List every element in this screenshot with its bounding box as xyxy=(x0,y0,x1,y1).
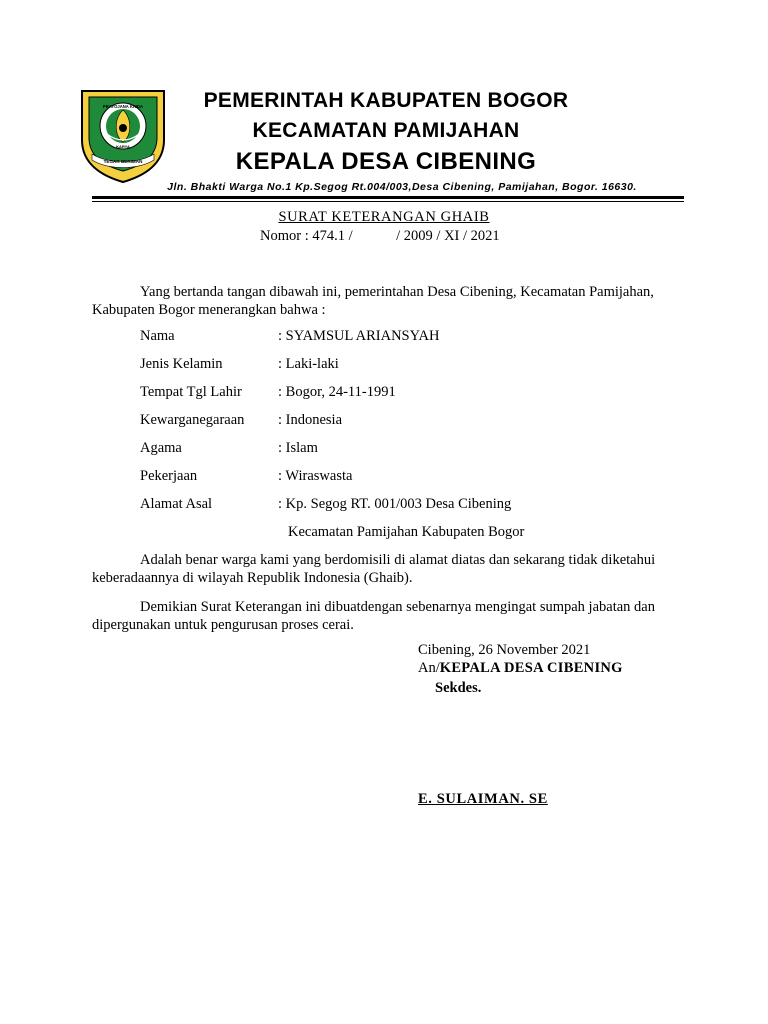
address-continuation: Kecamatan Pamijahan Kabupaten Bogor xyxy=(288,524,525,540)
field-value: : Islam xyxy=(278,440,318,456)
signature-on-behalf xyxy=(418,660,623,677)
on-behalf-title: KEPALA DESA CIBENING xyxy=(439,660,623,676)
field-value: : Kp. Segog RT. 001/003 Desa Cibening xyxy=(278,496,512,512)
field-label: Jenis Kelamin xyxy=(140,356,223,372)
closing-paragraph: Demikian Surat Keterangan ini dibuatdengan sebenarnya mengingat sumpah jabatan dan dipergunakan untuk pengurusan proses cerai. xyxy=(92,599,655,633)
letter-number: Nomor : 474.1 / / 2009 / XI / 2021 xyxy=(260,228,500,244)
letter-title: SURAT KETERANGAN GHAIB xyxy=(278,209,490,225)
letterhead-divider-thick xyxy=(92,196,684,199)
intro-paragraph: Yang bertanda tangan dibawah ini, pemerintahan Desa Cibening, Kecamatan Pamijahan, Kabupaten Bogor menerangkan bahwa : xyxy=(92,284,654,318)
letterhead-address: Jln. Bhakti Warga No.1 Kp.Segog Rt.004/003,Desa Cibening, Pamijahan, Bogor. 16630. xyxy=(167,181,637,193)
field-label: Alamat Asal xyxy=(140,496,213,512)
signature-place-date: Cibening, 26 November 2021 xyxy=(418,642,591,658)
field-value: : Laki-laki xyxy=(278,356,339,372)
svg-text:PRAYOJANA KRIDA: PRAYOJANA KRIDA xyxy=(102,104,144,109)
field-value: : Indonesia xyxy=(278,412,343,428)
field-label: Nama xyxy=(140,328,175,344)
field-value: : Wiraswasta xyxy=(278,468,353,484)
field-label: Tempat Tgl Lahir xyxy=(140,384,242,400)
signatory-name: E. SULAIMAN. SE xyxy=(418,791,548,807)
field-value: : Bogor, 24-11-1991 xyxy=(278,384,396,400)
svg-text:TEGAR BERIMAN: TEGAR BERIMAN xyxy=(103,159,143,164)
letterhead-divider-thin xyxy=(92,201,684,202)
letterhead-village-head: KEPALA DESA CIBENING xyxy=(235,148,537,175)
letterhead-government: PEMERINTAH KABUPATEN BOGOR xyxy=(203,89,569,112)
field-value: : SYAMSUL ARIANSYAH xyxy=(278,328,440,344)
svg-text:KARYA: KARYA xyxy=(116,144,130,149)
letterhead-district: KECAMATAN PAMIJAHAN xyxy=(252,119,520,142)
on-behalf-prefix: An/ xyxy=(418,660,440,676)
field-label: Pekerjaan xyxy=(140,468,198,484)
field-label: Kewarganegaraan xyxy=(140,412,245,428)
statement-paragraph: Adalah benar warga kami yang berdomisili di alamat diatas dan sekarang tidak diketahui keberadaannya di wilayah Republik Indonesia (Ghaib). xyxy=(92,552,656,586)
field-label: Agama xyxy=(140,440,182,456)
signature-position: Sekdes. xyxy=(435,680,482,696)
